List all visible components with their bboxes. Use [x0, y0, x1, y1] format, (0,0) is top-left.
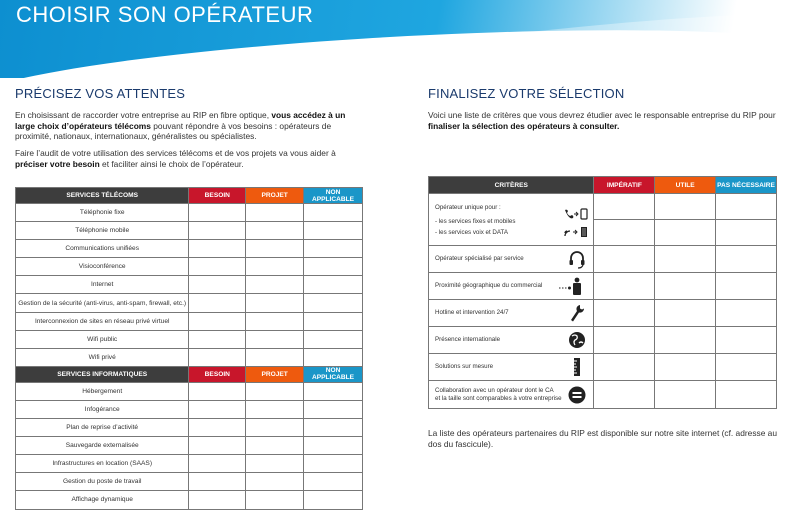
table-row [16, 258, 363, 276]
service-label: Infogérance [16, 400, 189, 418]
cell-pas-necessaire[interactable] [716, 194, 777, 220]
col-header-service: SERVICES TÉLÉCOMS [16, 188, 189, 204]
service-label: Infrastructures en location (SAAS) [16, 455, 189, 473]
text-run-bold: finaliser la sélection des opérateurs à consulter. [428, 120, 620, 131]
equals-icon [567, 385, 587, 405]
cell-projet[interactable] [246, 455, 304, 473]
table-header-row [16, 366, 363, 382]
criteria-unique-operator [429, 194, 594, 246]
cell-besoin[interactable] [189, 222, 246, 240]
cell-projet[interactable] [246, 382, 304, 400]
cell-pas-necessaire[interactable] [716, 354, 777, 381]
left-intro-paragraph [15, 110, 365, 142]
cell-utile[interactable] [655, 273, 716, 300]
table-row [16, 382, 363, 400]
cell-imperatif[interactable] [594, 246, 655, 273]
col-header-non-applicable: NON APPLICABLE [304, 188, 363, 204]
col-header-utile: UTILE [655, 177, 716, 194]
cell-projet[interactable] [246, 240, 304, 258]
needs-table [15, 187, 363, 510]
left-audit-paragraph [15, 148, 365, 169]
phone-mobile-icon [563, 208, 589, 223]
col-header-projet: PROJET [246, 188, 304, 204]
service-label: Hébergement [16, 382, 189, 400]
cell-projet[interactable] [246, 473, 304, 491]
cell-besoin[interactable] [189, 330, 246, 348]
cell-projet[interactable] [246, 400, 304, 418]
table-row [429, 327, 777, 354]
cell-imperatif[interactable] [594, 327, 655, 354]
criteria-label: Solutions sur mesure [435, 363, 494, 370]
table-header-row [16, 188, 363, 204]
cell-imperatif[interactable] [594, 273, 655, 300]
cell-pas-necessaire[interactable] [716, 381, 777, 409]
cell-projet[interactable] [246, 204, 304, 222]
text-run: et faciliter ainsi le choix de l’opérateur. [99, 158, 244, 169]
cell-besoin[interactable] [189, 473, 246, 491]
cell-besoin[interactable] [189, 240, 246, 258]
cell-pas-necessaire[interactable] [716, 327, 777, 354]
table-row [429, 273, 777, 300]
criteria-cell [429, 246, 594, 273]
cell-pas-necessaire[interactable] [716, 300, 777, 327]
service-label: Gestion du poste de travail [16, 473, 189, 491]
col-header-besoin: BESOIN [189, 188, 246, 204]
service-label: Téléphonie fixe [16, 204, 189, 222]
cell-projet[interactable] [246, 222, 304, 240]
cell-imperatif[interactable] [594, 354, 655, 381]
cell-pas-necessaire[interactable] [716, 273, 777, 300]
service-label: Gestion de la sécurité (anti-virus, anti-spam, firewall, etc.) [16, 294, 189, 312]
table-row [16, 348, 363, 366]
cell-projet[interactable] [246, 437, 304, 455]
cell-non-applicable[interactable] [304, 473, 363, 491]
cell-pas-necessaire[interactable] [716, 246, 777, 273]
cell-besoin[interactable] [189, 491, 246, 509]
service-label: Internet [16, 276, 189, 294]
cell-imperatif[interactable] [594, 220, 655, 246]
cell-besoin[interactable] [189, 419, 246, 437]
text-run: En choisissant de raccorder votre entreprise au RIP en fibre optique, [15, 110, 272, 120]
criteria-label: Hotline et intervention 24/7 [435, 309, 509, 316]
right-section-title: FINALISEZ VOTRE SÉLECTION [428, 86, 625, 101]
cell-utile[interactable] [655, 300, 716, 327]
cell-besoin[interactable] [189, 294, 246, 312]
cell-utile[interactable] [655, 327, 716, 354]
criteria-cell [429, 273, 594, 300]
criteria-label: Collaboration avec un opérateur dont le CA [435, 386, 554, 394]
service-label: Affichage dynamique [16, 491, 189, 509]
cell-pas-necessaire[interactable] [716, 220, 777, 246]
cell-besoin[interactable] [189, 258, 246, 276]
cell-imperatif[interactable] [594, 381, 655, 409]
cell-non-applicable[interactable] [304, 419, 363, 437]
criteria-cell [429, 300, 594, 327]
table-row [16, 473, 363, 491]
cell-besoin[interactable] [189, 204, 246, 222]
cell-non-applicable[interactable] [304, 330, 363, 348]
cell-non-applicable[interactable] [304, 437, 363, 455]
cell-non-applicable[interactable] [304, 294, 363, 312]
cell-non-applicable[interactable] [304, 455, 363, 473]
table-row [16, 204, 363, 222]
criteria-label: et la taille sont comparables à votre entreprise [435, 394, 562, 402]
table-row [16, 455, 363, 473]
location-person-icon [557, 276, 587, 296]
cell-besoin[interactable] [189, 382, 246, 400]
cell-projet[interactable] [246, 491, 304, 509]
right-intro-paragraph [428, 110, 778, 131]
cell-utile[interactable] [655, 354, 716, 381]
cell-non-applicable[interactable] [304, 258, 363, 276]
cell-besoin[interactable] [189, 276, 246, 294]
service-label: Plan de reprise d’activité [16, 419, 189, 437]
table-row [429, 354, 777, 381]
table-row [16, 294, 363, 312]
page-title: CHOISIR SON OPÉRATEUR [16, 2, 314, 27]
criteria-label: Présence internationale [435, 336, 501, 343]
col-header-imperatif: IMPÉRATIF [594, 177, 655, 194]
col-header-criteres: CRITÈRES [429, 177, 594, 194]
table-row [16, 240, 363, 258]
wifi-data-icon [563, 226, 589, 240]
cell-besoin[interactable] [189, 400, 246, 418]
cell-projet[interactable] [246, 276, 304, 294]
col-header-besoin: BESOIN [189, 366, 246, 382]
text-run: Voici une liste de critères que vous devrez étudier avec le responsable entreprise du RIP pour [428, 110, 776, 120]
col-header-pas-necessaire: PAS NÉCESSAIRE [716, 177, 777, 194]
cell-non-applicable[interactable] [304, 382, 363, 400]
table-row [429, 194, 777, 220]
cell-utile[interactable] [655, 194, 716, 220]
cell-non-applicable[interactable] [304, 400, 363, 418]
table-row [16, 222, 363, 240]
criteria-sub-label: - les services voix et DATA [435, 228, 509, 236]
headset-icon [567, 249, 587, 269]
footer-note: La liste des opérateurs partenaires du RIP est disponible sur notre site internet (cf. adresse au dos du fascicule). [428, 428, 777, 449]
cell-utile[interactable] [655, 246, 716, 273]
criteria-cell [429, 354, 594, 381]
service-label: Sauvegarde externalisée [16, 437, 189, 455]
left-section-title: PRÉCISEZ VOS ATTENTES [15, 86, 186, 101]
table-row [429, 300, 777, 327]
cell-imperatif[interactable] [594, 194, 655, 220]
wrench-icon [567, 303, 587, 323]
criteria-label: Opérateur unique pour : [435, 203, 501, 211]
table-row [16, 437, 363, 455]
cell-imperatif[interactable] [594, 300, 655, 327]
text-run-bold: vous accédez à un large choix d’opérateurs télécoms [15, 110, 346, 131]
criteria-cell [429, 381, 594, 409]
cell-non-applicable[interactable] [304, 240, 363, 258]
cell-besoin[interactable] [189, 312, 246, 330]
cell-utile[interactable] [655, 381, 716, 409]
cell-besoin[interactable] [189, 437, 246, 455]
cell-non-applicable[interactable] [304, 312, 363, 330]
cell-projet[interactable] [246, 330, 304, 348]
col-header-service: SERVICES INFORMATIQUES [16, 366, 189, 382]
cell-projet[interactable] [246, 258, 304, 276]
table-row [16, 330, 363, 348]
service-label: Téléphonie mobile [16, 222, 189, 240]
cell-non-applicable[interactable] [304, 348, 363, 366]
col-header-projet: PROJET [246, 366, 304, 382]
service-label: Wifi privé [16, 348, 189, 366]
cell-non-applicable[interactable] [304, 491, 363, 509]
service-label: Communications unifiées [16, 240, 189, 258]
cell-projet[interactable] [246, 419, 304, 437]
table-row [429, 246, 777, 273]
col-header-non-applicable: NON APPLICABLE [304, 366, 363, 382]
table-row [16, 419, 363, 437]
criteria-sub-label: - les services fixes et mobiles [435, 217, 516, 225]
cell-besoin[interactable] [189, 348, 246, 366]
cell-non-applicable[interactable] [304, 222, 363, 240]
table-row [16, 276, 363, 294]
text-run-bold: préciser votre besoin [15, 158, 100, 169]
table-row [16, 312, 363, 330]
criteria-table [428, 176, 777, 409]
cell-projet[interactable] [246, 294, 304, 312]
cell-projet[interactable] [246, 348, 304, 366]
criteria-label: Proximité géographique du commercial [435, 282, 543, 289]
table-row [16, 400, 363, 418]
service-label: Visioconférence [16, 258, 189, 276]
cell-utile[interactable] [655, 220, 716, 246]
table-row [16, 491, 363, 509]
criteria-label: Opérateur spécialisé par service [435, 255, 524, 262]
header-banner [0, 0, 788, 78]
text-run: pouvant répondre à vos besoins : opérateurs de proximité, nationaux, internationaux, généralistes ou spécialistes. [15, 120, 332, 142]
globe-icon [567, 330, 587, 350]
criteria-cell [429, 327, 594, 354]
service-label: Interconnexion de sites en réseau privé virtuel [16, 312, 189, 330]
ruler-icon [567, 357, 587, 377]
cell-besoin[interactable] [189, 455, 246, 473]
cell-non-applicable[interactable] [304, 276, 363, 294]
text-run: Faire l’audit de votre utilisation des services télécoms et de vos projets va vous aider à [15, 148, 336, 158]
cell-projet[interactable] [246, 312, 304, 330]
table-row [429, 381, 777, 409]
service-label: Wifi public [16, 330, 189, 348]
cell-non-applicable[interactable] [304, 204, 363, 222]
